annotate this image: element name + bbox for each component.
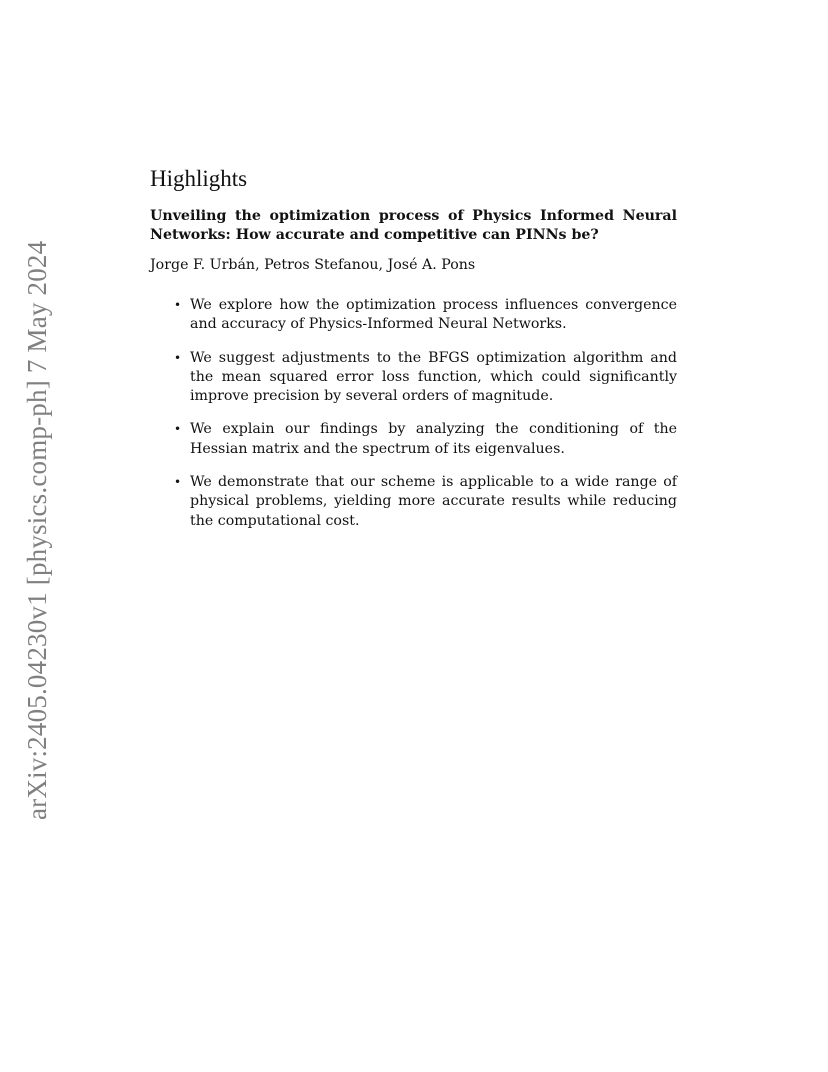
highlight-text: We demonstrate that our scheme is applicable to a wide range of physical problems, yielding more accurate results while reducing the computational cost.: [190, 474, 677, 529]
highlight-item: [168, 420, 677, 459]
highlight-item: [168, 473, 677, 531]
bullet-dot-icon: •: [174, 298, 182, 312]
highlights-list: [168, 296, 677, 545]
paper-authors: Jorge F. Urbán, Petros Stefanou, José A. Pons: [150, 257, 476, 273]
highlights-heading: Highlights: [150, 166, 248, 191]
highlight-item: [168, 349, 677, 407]
bullet-dot-icon: •: [174, 350, 182, 365]
arxiv-identifier-stamp: arXiv:2405.04230v1 [physics.comp-ph] 7 May 2024: [22, 240, 52, 820]
bullet-dot-icon: •: [174, 422, 182, 437]
highlight-text: We explore how the optimization process influences convergence and accuracy of Physics-Informed Neural Networks.: [190, 297, 677, 333]
highlight-text: We explain our findings by analyzing the conditioning of the Hessian matrix and the spectrum of its eigenvalues.: [190, 421, 677, 457]
bullet-dot-icon: •: [174, 475, 182, 490]
highlight-text: We suggest adjustments to the BFGS optimization algorithm and the mean squared error loss function, which could significantly improve precision by several orders of magnitude.: [190, 349, 677, 405]
highlight-item: [168, 296, 677, 335]
paper-title: Unveiling the optimization process of Physics Informed Neural Networks: How accurate and competitive can PINNs be?: [150, 208, 677, 243]
